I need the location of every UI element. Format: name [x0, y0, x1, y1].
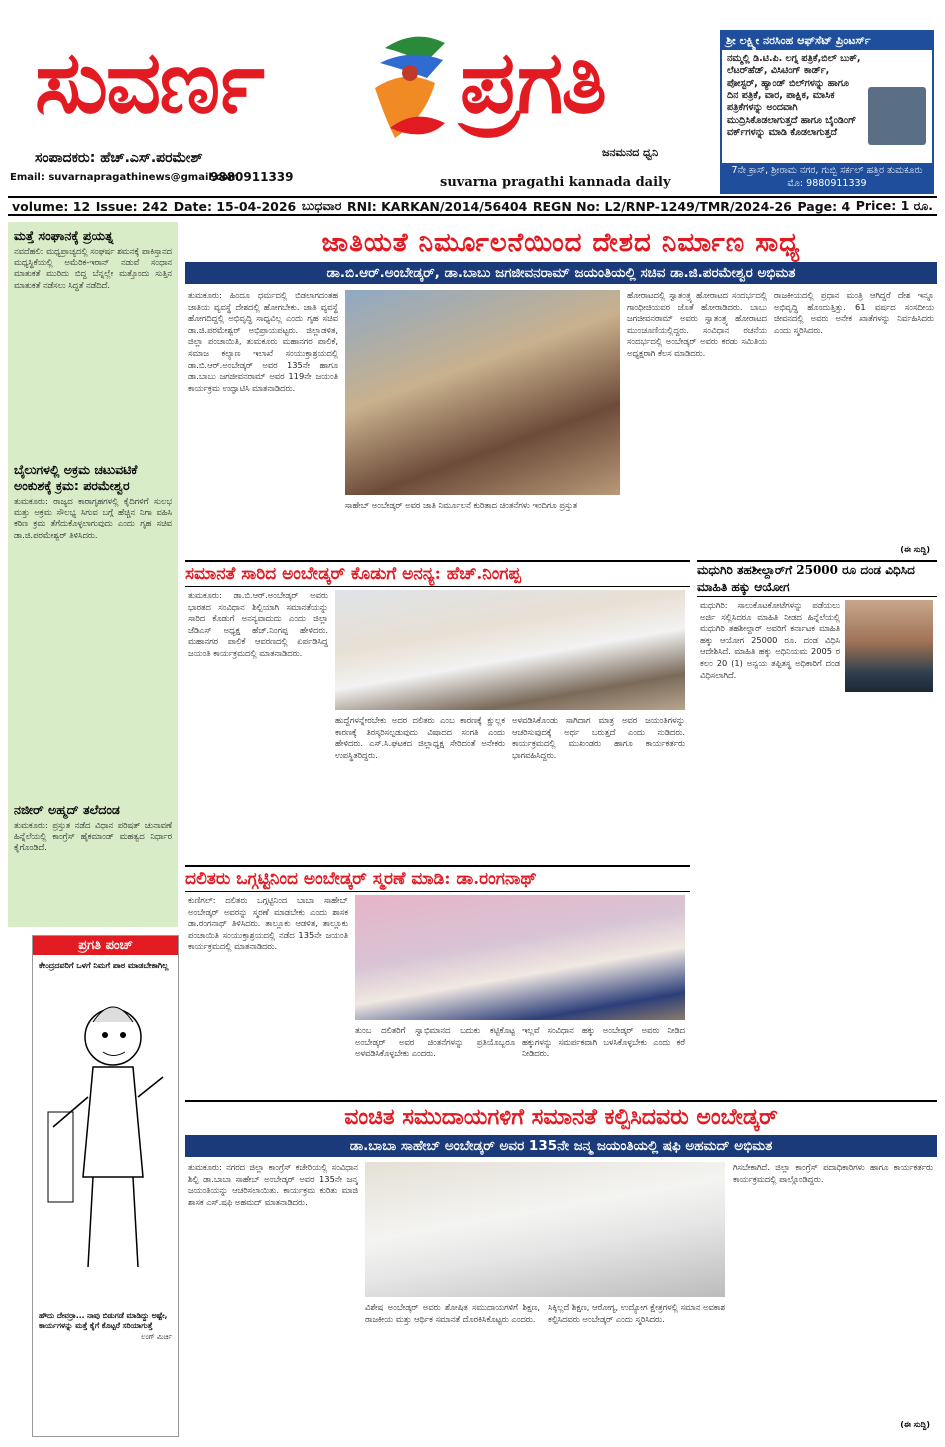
date: Date: 15-04-2026 [173, 198, 297, 214]
issue: Issue: 242 [95, 198, 169, 214]
story5-subhead: ಡಾ.ಬಾಬಾ ಸಾಹೇಬ್ ಅಂಬೇಡ್ಕರ್ ಅವರ 135ನೇ ಜನ್ಮ ಜಯಂತಿಯಲ್ಲಿ ಷಫಿ ಅಹಮದ್ ಅಭಿಮತ [185, 1135, 937, 1157]
ad-address: 7ನೇ ಕ್ರಾಸ್, ಶ್ರೀರಾಮ ನಗರ, ಗುಬ್ಬಿ ಸರ್ಕಲ್ ಹತ್ತಿರ ತುಮಕೂರು ಮೊ: 9880911339 [722, 163, 932, 192]
story2-col2: ಹುದ್ದೆಗಳನ್ನೇರಬೇಕು ಅದರ ದಲಿತರು ಎಂಬ ಕಾರಣಕ್ಕೆ ಕ್ಷುಲ್ಲಕ ಕಾರಣಕ್ಕೆ ತಿರಸ್ಕರಿಸಲ್ಪಡುವುದು ವಿಷಾದದ ಸಂಗತಿ ಎಂದು ಹೇಳಿದರು. ಎಸ್.ಸಿ.ಘಟಕದ ಜಿಲ್ಲಾಧ್ಯಕ್ಷ ಸೇರಿದಂತೆ ಅನೇಕರು ಉಪಸ್ಥಿತರಿದ್ದರು. [335, 715, 505, 760]
main-story-credit: (ಈ ಸುದ್ದಿ) [900, 545, 930, 554]
masthead-title-right: ಪ್ರಗತಿ [460, 32, 606, 133]
left-text-1: ನವದೆಹಲಿ: ಮಧ್ಯಪ್ರಾಚ್ಯದಲ್ಲಿ ಸಂಘರ್ಷ ಶಮನಕ್ಕೆ ಪಾಕಿಸ್ತಾನದ ಮಧ್ಯಸ್ಥಿಕೆಯಲ್ಲಿ ಅಮೆರಿಕ-ಇರಾನ್ ನಡುವೆ ಸಂಧಾನ ಮಾತುಕತೆ ಮುರಿದು ಬಿದ್ದ ಬೆನ್ನಲ್ಲೇ ಮತ್ತೊಂದು ಸುತ್ತಿನ ಮಾತುಕತೆ ನಡೆಸಲು ಸಿದ್ಧತೆ ನಡೆದಿದೆ. [14, 246, 172, 290]
story3-text: ಮಧುಗಿರಿ: ಸಾಲುಕೊಟಕೋಟೆಗಳನ್ನು ಪಡೆಯಲು ಅರ್ಜಿ ಸಲ್ಲಿಸಿದರೂ ಮಾಹಿತಿ ನೀಡದ ಹಿನ್ನೆಲೆಯಲ್ಲಿ ಮಧುಗಿರಿ ತಹಶೀಲ್ದಾರ್ ಅವರಿಗೆ ಕರ್ನಾಟಕ ಮಾಹಿತಿ ಹಕ್ಕು ಆಯೋಗ 25000 ರೂ. ದಂಡ ವಿಧಿಸಿ ಆದೇಶಿಸಿದೆ. ಮಾಹಿತಿ ಹಕ್ಕು ಅಧಿನಿಯಮ 2005 ರ ಕಲಂ 20 (1) ಅನ್ವಯ ತಪ್ಪಿತಸ್ಥ ಅಧಿಕಾರಿಗೆ ದಂಡ ವಿಧಿಸಲಾಗಿದೆ. [700, 600, 840, 680]
left-headline-1: ಮತ್ತೆ ಸಂಘಾನಕ್ಕೆ ಪ್ರಯತ್ನ [14, 228, 114, 243]
official-portrait [845, 600, 933, 692]
main-story-col1: ತುಮಕೂರು: ಹಿಂದೂ ಧರ್ಮದಲ್ಲಿ ಬಿಡಲಾಗದಂತಹ ಜಾತಿಯ ವ್ಯವಸ್ಥೆ ದೇಶದಲ್ಲಿ ಹೋಗಬೇಕು. ಜಾತಿ ವ್ಯವಸ್ಥೆ ಹೋಗದಿದ್ದಲ್ಲಿ ಅಭಿವೃದ್ಧಿ ಸಾಧ್ಯವಿಲ್ಲ ಎಂದು ಗೃಹ ಸಚಿವ ಡಾ.ಜಿ.ಪರಮೇಶ್ವರ್ ಅಭಿಪ್ರಾಯಪಟ್ಟರು. ಜಿಲ್ಲಾಡಳಿತ, ಜಿಲ್ಲಾ ಪಂಚಾಯಿತಿ, ತುಮಕೂರು ಮಹಾನಗರ ಪಾಲಿಕೆ, ಸಮಾಜ ಕಲ್ಯಾಣ ಇಲಾಖೆ ಸಂಯುಕ್ತಾಶ್ರಯದಲ್ಲಿ ಡಾ.ಬಿ.ಆರ್.ಅಂಬೇಡ್ಕರ್ ಅವರ 135ನೇ ಹಾಗೂ ಡಾ.ಬಾಬು ಜಗಜೀವನರಾಮ್ ಅವರ 119ನೇ ಜಯಂತಿ ಕಾರ್ಯಕ್ರಮ ಉದ್ಘಾಟಿಸಿ ಮಾತನಾಡಿದರು. [188, 290, 338, 393]
left-headline-3: ನಜೀರ್ ಅಹ್ಮದ್ ತಲೆದಂಡ [14, 802, 120, 817]
story4-photo [355, 895, 685, 1020]
story4-headline: ದಲಿತರು ಒಗ್ಗಟ್ಟಿನಿಂದ ಅಂಬೇಡ್ಕರ್ ಸ್ಮರಣೆ ಮಾಡಿ: ಡಾ.ರಂಗನಾಥ್ [185, 865, 690, 892]
tagline-kannada: ಜನಮನದ ಧ್ವನಿ [602, 146, 659, 159]
price: Price: 1 ರೂ. [855, 198, 933, 213]
emblem-logo [365, 28, 455, 153]
story2-photo [335, 590, 685, 710]
story4-col2: ತುಂಬ ದಲಿತರಿಗೆ ಸ್ವಾಭಿಮಾನದ ಬದುಕು ಕಟ್ಟಿಕೊಟ್ಟ ಅಂಬೇಡ್ಕರ್ ಅವರ ಚಿಂತನೆಗಳನ್ನು ಪ್ರತಿಯೊಬ್ಬರೂ ಅಳವಡಿಸಿಕೊಳ್ಳಬೇಕು ಎಂದರು. [355, 1025, 515, 1059]
printer-image [868, 87, 926, 145]
printer-advertisement [720, 30, 934, 194]
pragati-punch-cartoon [32, 935, 179, 1437]
story4-col1: ಕುಣಿಗಲ್: ದಲಿತರು ಒಗ್ಗಟ್ಟಿನಿಂದ ಬಾಬಾ ಸಾಹೇಬ್ ಅಂಬೇಡ್ಕರ್ ಅವರನ್ನು ಸ್ಮರಣೆ ಮಾಡಬೇಕು ಎಂದು ಶಾಸಕ ಡಾ.ರಂಗನಾಥ್ ತಿಳಿಸಿದರು. ತಾಲ್ಲೂಕು ಆಡಳಿತ, ತಾಲ್ಲೂಕು ಪಂಚಾಯಿತಿ ಸಂಯುಕ್ತಾಶ್ರಯದಲ್ಲಿ ನಡೆದ 135ನೇ ಜಯಂತಿ ಕಾರ್ಯಕ್ರಮದಲ್ಲಿ ಮಾತನಾಡಿದರು. [188, 895, 348, 952]
story3-headline: ಮಧುಗಿರಿ ತಹಶೀಲ್ದಾರ್‌ಗೆ 25000 ರೂ ದಂಡ ವಿಧಿಸಿದ ಮಾಹಿತಿ ಹಕ್ಕು ಆಯೋಗ [697, 560, 937, 597]
main-subhead: ಡಾ.ಬಿ.ಆರ್.ಅಂಬೇಡ್ಕರ್, ಡಾ.ಬಾಬು ಜಗಜೀವನರಾಮ್ ಜಯಂತಿಯಲ್ಲಿ ಸಚಿವ ಡಾ.ಜಿ.ಪರಮೇಶ್ವರ ಅಭಿಮತ [185, 262, 937, 284]
punch-bottom-text: ಹೌದು ದೇವರ್ರಾ... ನಾವು ಬಿಡುಗಡೆ ಮಾಡಿದ್ದು ಅಷ್ಟೇ, ಕಾರ್ಯಗಳನ್ನು ಮತ್ತೆ ಕೈಗೆ ಕೊಟ್ಟರೆ ಸರಿಯಾಗುತ್ತೆ [39, 1311, 168, 1330]
page-number: Page: 4 [797, 198, 851, 214]
story5-col1: ತುಮಕೂರು: ನಗರದ ಜಿಲ್ಲಾ ಕಾಂಗ್ರೆಸ್ ಕಚೇರಿಯಲ್ಲಿ ಸಂವಿಧಾನ ಶಿಲ್ಪಿ ಡಾ.ಬಾಬಾ ಸಾಹೇಬ್ ಅಂಬೇಡ್ಕರ್ ಅವರ 135ನೇ ಜನ್ಮ ಜಯಂತಿಯನ್ನು ಆಚರಿಸಲಾಯಿತು. ಕಾರ್ಯಕ್ರಮ ಕುರಿತು ಮಾಜಿ ಶಾಸಕ ಎಸ್.ಷಫಿ ಅಹಮದ್ ಮಾತನಾಡಿದರು. [188, 1162, 358, 1207]
email-address: Email: suvarnapragathinews@gmail.com [10, 172, 239, 183]
regn: REGN No: L2/RNP-1249/TMR/2024-26 [532, 198, 792, 214]
editor-name: ಸಂಪಾದಕರು: ಹೆಚ್.ಎಸ್.ಪರಮೇಶ್ [35, 150, 203, 166]
day: ಬುಧವಾರ [301, 198, 342, 213]
cartoon-drawing [33, 977, 176, 1307]
main-story-col2: ಹೋರಾಟದಲ್ಲಿ ಸ್ವಾತಂತ್ರ್ಯ ಹೋರಾಟದ ಸಂದರ್ಭದಲ್ಲಿ ಗಾಂಧೀಜಿಯವರ ಜೊತೆ ಹೋರಾಡಿದರು. ಬಾಬು ಜಗಜೀವನರಾಮ್ ಅವರು ಸ್ವಾತಂತ್ರ್ಯ ಹೋರಾಟದ ಮುಂಚೂಣಿಯಲ್ಲಿದ್ದರು. ಸಂವಿಧಾನ ರಚನೆಯ ಸಂದರ್ಭದಲ್ಲಿ ಅಂಬೇಡ್ಕರ್ ಅವರು ಕರಡು ಸಮಿತಿಯ ಅಧ್ಯಕ್ಷರಾಗಿ ಕೆಲಸ ಮಾಡಿದರು. [627, 290, 767, 359]
issue-info-bar [8, 196, 937, 216]
left-text-2: ತುಮಕೂರು: ರಾಜ್ಯದ ಕಾರಾಗೃಹಗಳಲ್ಲಿ ಕೈದಿಗಳಿಗೆ ಸುಲಭ ಮತ್ತು ಅಕ್ರಮ ಸೌಲಭ್ಯ ಸಿಗುವ ಬಗ್ಗೆ ಹೆಚ್ಚಿನ ನಿಗಾ ವಹಿಸಿ ಕಠಿಣ ಕ್ರಮ ತೆಗೆದುಕೊಳ್ಳಲಾಗುವುದು ಎಂದು ಗೃಹ ಸಚಿವ ಡಾ.ಜಿ.ಪರಮೇಶ್ವರ್ ತಿಳಿಸಿದರು. [14, 496, 172, 540]
story5-photo [365, 1162, 725, 1297]
story4-col3: ಇಲ್ಲವೆ ಸಂವಿಧಾನ ಹಕ್ಕು ಅಂಬೇಡ್ಕರ್ ಅವರು ನೀಡಿದ ಹಕ್ಕುಗಳನ್ನು ಸಮರ್ಪಕವಾಗಿ ಬಳಸಿಕೊಳ್ಳಬೇಕು ಎಂದು ಕರೆ ನೀಡಿದರು. [522, 1025, 685, 1059]
punch-title: ಪ್ರಗತಿ ಪಂಚ್ [33, 936, 178, 955]
ad-text: ನಮ್ಮಲ್ಲಿ ಡಿ.ಟಿ.ಪಿ. ಲಗ್ನ ಪತ್ರಿಕೆ,ಬಿಲ್ ಬುಕ್, ಲೆಟರ್‌ಹೆಡ್, ವಿಸಿಟಿಂಗ್ ಕಾರ್ಡ್, ಪೋಸ್ಟರ್, ಹ್ಯಾಂಡ್ ಬಿಲ್‌ಗಳನ್ನು ಹಾಗೂ ದಿನ ಪತ್ರಿಕೆ, ವಾರ, ಪಾಕ್ಷಿಕ, ಮಾಸಿಕ ಪತ್ರಿಕೆಗಳನ್ನು ಅಂದವಾಗಿ ಮುದ್ರಿಸಿಕೊಡಲಾಗುತ್ತದೆ ಹಾಗೂ ಬೈಂಡಿಂಗ್ ವರ್ಕ್‌ಗಳನ್ನು ಮಾಡಿ ಕೊಡಲಾಗುತ್ತದೆ [727, 53, 861, 139]
main-headline: ಜಾತಿಯತೆ ನಿರ್ಮೂಲನೆಯಿಂದ ದೇಶದ ನಿರ್ಮಾಣ ಸಾಧ್ಯ [321, 228, 801, 258]
story5-headline: ವಂಚಿತ ಸಮುದಾಯಗಳಿಗೆ ಸಮಾನತೆ ಕಲ್ಪಿಸಿದವರು ಅಂಬೇಡ್ಕರ್ [344, 1104, 778, 1130]
story2-col1: ತುಮಕೂರು: ಡಾ.ಬಿ.ಆರ್.ಅಂಬೇಡ್ಕರ್ ಅವರು ಭಾರತದ ಸಂವಿಧಾನ ಶಿಲ್ಪಿಯಾಗಿ ಸಮಾನತೆಯನ್ನು ಸಾರಿದ ಕೊಡುಗೆ ಅನನ್ಯವಾದುದು ಎಂದು ಜಿಲ್ಲಾ ಜೆಡಿಎಸ್ ಅಧ್ಯಕ್ಷ ಹೆಚ್.ನಿಂಗಪ್ಪ ಹೇಳಿದರು. ಮಹಾನಗರ ಪಾಲಿಕೆ ಆವರಣದಲ್ಲಿ ಏರ್ಪಡಿಸಿದ್ದ ಜಯಂತಿ ಕಾರ್ಯಕ್ರಮದಲ್ಲಿ ಮಾತನಾಡಿದರು. [188, 590, 328, 659]
ad-title: ಶ್ರೀ ಲಕ್ಷ್ಮೀ ನರಸಿಂಹ ಆಫ್‌ಸೆಟ್ ಪ್ರಿಂಟರ್ಸ್ [722, 32, 932, 50]
story2-headline: ಸಮಾನತೆ ಸಾರಿದ ಅಂಬೇಡ್ಕರ್ ಕೊಡುಗೆ ಅನನ್ಯ: ಹೆಚ್.ನಿಂಗಪ್ಪ [185, 560, 690, 587]
punch-top-text: ಕೇಂದ್ರದವರಿಗೆ ಒಳಗೆ ನಿಮಗೆ ಪಾಠ ಮಾಡಬೇಕಾಗಿಲ್ಲ [39, 961, 169, 970]
story5-col3: ಸಿಕ್ಕಿಲ್ಲದೆ ಶಿಕ್ಷಣ, ಆರೋಗ್ಯ, ಉದ್ಯೋಗ ಕ್ಷೇತ್ರಗಳಲ್ಲಿ ಸಮಾನ ಅವಕಾಶ ಕಲ್ಪಿಸಿದವರು ಅಂಬೇಡ್ಕರ್ ಎಂದು ಸ್ಮರಿಸಿದರು. [548, 1302, 725, 1324]
story5-credit: (ಈ ಸುದ್ದಿ) [900, 1420, 930, 1429]
volume: volume: 12 [12, 198, 91, 214]
main-story-caption: ಸಾಹೇಬ್ ಅಂಬೇಡ್ಕರ್ ಅವರ ಜಾತಿ ನಿರ್ಮೂಲನೆ ಕುರಿತಾದ ಚಿಂತನೆಗಳು ಇಂದಿಗೂ ಪ್ರಸ್ತುತ [345, 500, 578, 510]
story5-col4: ಗಿಸಬೇಕಾಗಿದೆ. ಜಿಲ್ಲಾ ಕಾಂಗ್ರೆಸ್ ಪದಾಧಿಕಾರಿಗಳು ಹಾಗೂ ಕಾರ್ಯಕರ್ತರು ಕಾರ್ಯಕ್ರಮದಲ್ಲಿ ಪಾಲ್ಗೊಂಡಿದ್ದರು. [733, 1162, 933, 1184]
main-story-photo [345, 290, 620, 495]
main-story-col3: ರಾಜಕೀಯದಲ್ಲಿ ಪ್ರಧಾನ ಮಂತ್ರಿ ಆಗಿದ್ದರೆ ದೇಶ ಇನ್ನೂ ಅಭಿವೃದ್ಧಿ ಹೊಂದುತ್ತಿತ್ತು. 61 ವರ್ಷದ ಸಂಸದೀಯ ಜೀವನದಲ್ಲಿ ಅವರು ಅನೇಕ ಖಾತೆಗಳನ್ನು ನಿರ್ವಹಿಸಿದರು ಎಂದು ಸ್ಮರಿಸಿದರು. [774, 290, 934, 335]
tagline-english: suvarna pragathi kannada daily [440, 175, 671, 190]
punch-signature: ಲಂಗ್ ಮಿರ್ಚಿ [141, 1333, 172, 1341]
story2-col3: ಅಳವಡಿಸಿಕೊಂಡು ಸಾಗಿದಾಗ ಮಾತ್ರ ಅವರ ಜಯಂತಿಗಳನ್ನು ಆಚರಿಸುವುದಕ್ಕೆ ಅರ್ಥ ಬರುತ್ತದೆ ಎಂದು ನುಡಿದರು. ಕಾರ್ಯಕ್ರಮದಲ್ಲಿ ಮುಖಂಡರು ಹಾಗೂ ಕಾರ್ಯಕರ್ತರು ಭಾಗವಹಿಸಿದ್ದರು. [512, 715, 685, 760]
left-headline-2: ಬೈಲುಗಳಲ್ಲಿ ಅಕ್ರಮ ಚಟುವಟಿಕೆ ಅಂಕುಶಕ್ಕೆ ಕ್ರಮ: ಪರಮೇಶ್ವರ [14, 462, 138, 493]
phone-number: 9880911339 [210, 170, 294, 184]
masthead-title-left: ಸುವರ್ಣ [35, 32, 263, 133]
story5-col2: ವಿಶೇಷ ಅಂಬೇಡ್ಕರ್ ಅವರು ಶೋಷಿತ ಸಮುದಾಯಗಳಿಗೆ ಶಿಕ್ಷಣ, ರಾಜಕೀಯ ಮತ್ತು ಆರ್ಥಿಕ ಸಮಾನತೆ ದೊರಕಿಸಿಕೊಟ್ಟರು ಎಂದರು. [365, 1302, 540, 1324]
rni: RNI: KARKAN/2014/56404 [347, 198, 528, 214]
left-news-column [8, 222, 178, 927]
left-text-3: ತುಮಕೂರು: ಪ್ರಸ್ತುತ ನಡೆದ ವಿಧಾನ ಪರಿಷತ್ ಚುನಾವಣೆ ಹಿನ್ನೆಲೆಯಲ್ಲಿ ಕಾಂಗ್ರೆಸ್ ಹೈಕಮಾಂಡ್ ಮಹತ್ವದ ನಿರ್ಧಾರ ಕೈಗೊಂಡಿದೆ. [14, 820, 172, 853]
